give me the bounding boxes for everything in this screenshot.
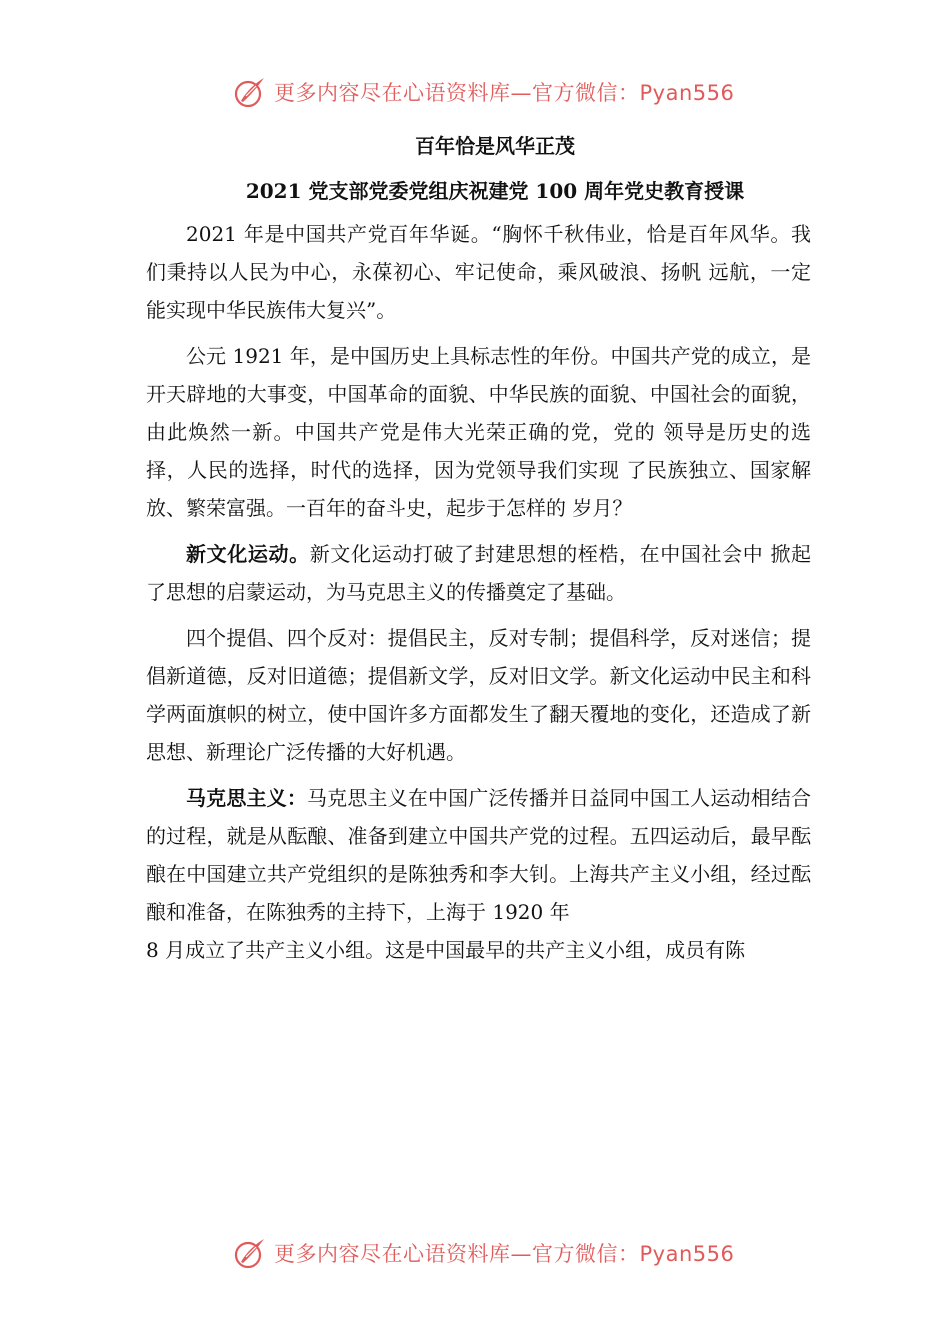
- quill-logo-icon: [232, 74, 268, 110]
- paragraph-2: [146, 337, 811, 527]
- quill-logo-icon: [232, 1235, 268, 1271]
- document-body: [146, 215, 811, 969]
- paragraph-6: [146, 931, 811, 969]
- watermark-text: 更多内容尽在心语资料库—官方微信：Pyan556: [274, 1242, 735, 1266]
- header-watermark: [232, 72, 734, 112]
- paragraph-1: [146, 215, 811, 329]
- paragraph-text: 8 月成立了共产主义小组。这是中国最早的共产主义小组，成员有陈: [146, 938, 746, 962]
- paragraph-text: 2021 年是中国共产党百年华诞。“胸怀千秋伟业，恰是百年风华。我们秉持以人民为中心，永葆初心、牢记使命，乘风破浪、扬帆 远航，一定能实现中华民族伟大复兴”。: [146, 222, 811, 322]
- paragraph-lead: 新文化运动。: [186, 542, 310, 566]
- paragraph-text: 新文化运动打破了封建思想的桎梏，在中国社会中 掀起了思想的启蒙运动，为马克思主义的传播奠定了基础。: [146, 542, 812, 604]
- paragraph-lead: 马克思主义：: [186, 786, 307, 810]
- paragraph-text: 四个提倡、四个反对：提倡民主，反对专制；提倡科学，反对迷信；提倡新道德，反对旧道德；提倡新文学，反对旧文学。新文化运动中民主和科学两面旗帜的树立，使中国许多方面都发生了翻天覆地的变化，还造成了新思想、新理论广泛传播的大好机遇。: [146, 626, 811, 764]
- watermark-text: 更多内容尽在心语资料库—官方微信：Pyan556: [274, 81, 735, 105]
- footer-watermark: [232, 1233, 734, 1273]
- document-title: 百年恰是风华正茂: [415, 134, 575, 158]
- paragraph-text: 马克思主义在中国广泛传播并日益同中国工人运动相结合的过程，就是从酝酿、准备到建立中国共产党的过程。五四运动后，最早酝酿在中国建立共产党组织的是陈独秀和李大钊。上海共产主义小组，经过酝酿和准备，在陈独秀的主持下，上海于 1920 年: [146, 786, 811, 924]
- document-subtitle: 2021 党支部党委党组庆祝建党 100 周年党史教育授课: [245, 179, 745, 203]
- paragraph-3: [146, 535, 811, 611]
- paragraph-4: [146, 619, 811, 771]
- paragraph-text: 公元 1921 年，是中国历史上具标志性的年份。中国共产党的成立，是开天辟地的大事变，中国革命的面貌、中华民族的面貌、中国社会的面貌，由此焕然一新。中国共产党是伟大光荣正确的党，党的 领导是历史的选择，人民的选择，时代的选择，因为党领导我们实现 了民族独立、国家解放、繁荣富强。一百年的奋斗史，起步于怎样的 岁月？: [146, 344, 811, 520]
- paragraph-5: [146, 779, 811, 931]
